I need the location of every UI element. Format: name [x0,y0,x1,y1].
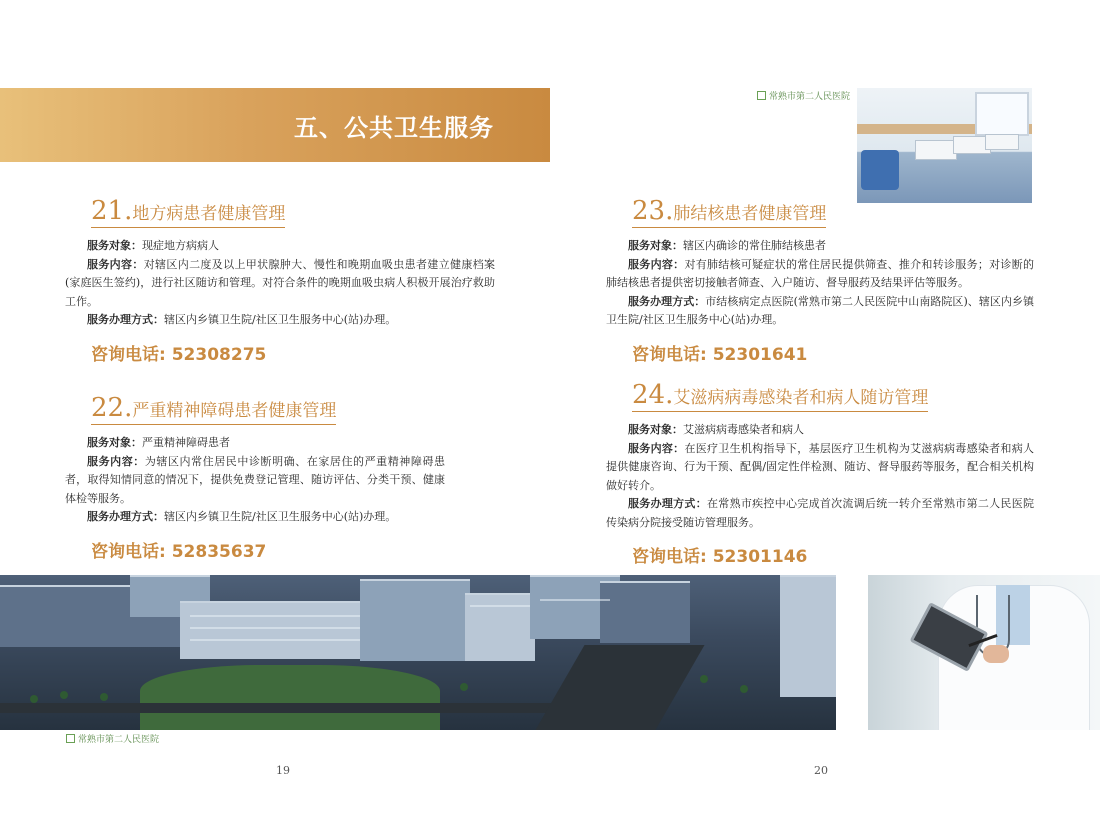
doctor-photo [868,575,1100,730]
photo-caption-top: 常熟市第二人民医院 [757,89,850,102]
service-method: 服务办理方式：辖区内乡镇卫生院/社区卫生服务中心(站)办理。 [87,313,397,326]
section-title: 21.地方病患者健康管理 [91,196,286,226]
banner-title: 五、公共卫生服务 [294,114,494,142]
service-target: 服务对象：艾滋病病毒感染者和病人 [628,423,804,436]
caption-square-icon [757,91,766,100]
section-title: 23.肺结核患者健康管理 [632,196,827,226]
hospital-aerial-photo [0,575,836,730]
service-content: 服务内容：为辖区内常住居民中诊断明确、在家居住的严重精神障碍患者，取得知情同意的情况下，提供免费登记管理、随访评估、分类干预、健康体检等服务。 [65,454,446,505]
section-23 [606,196,1034,365]
page-number-left: 19 [276,764,290,777]
ward-photo [857,88,1032,203]
service-target: 服务对象：辖区内确诊的常住肺结核患者 [628,239,826,252]
service-target: 服务对象：现症地方病病人 [87,239,219,252]
service-content: 服务内容：对有肺结核可疑症状的常住居民提供筛查、推介和转诊服务；对诊断的肺结核患者提供密切接触者筛查、入户随访、督导服药及结果评估等服务。 [606,257,1035,289]
service-content: 服务内容：在医疗卫生机构指导下，基层医疗卫生机构为艾滋病病毒感染者和病人提供健康咨询、行为干预、配偶/固定性伴检测、随访、督导服药等服务，配合相关机构做好转介。 [606,441,1035,492]
section-title: 24.艾滋病病毒感染者和病人随访管理 [632,380,929,410]
page-number-right: 20 [814,764,828,777]
consult-phone: 咨询电话: 52301146 [632,547,808,567]
section-title: 22.严重精神障碍患者健康管理 [91,393,337,423]
consult-phone: 咨询电话: 52301641 [632,344,808,365]
section-21 [65,196,495,365]
service-method: 服务办理方式：市结核病定点医院(常熟市第二人民医院中山南路院区)、辖区内乡镇卫生院/社区卫生服务中心(站)办理。 [606,294,1034,326]
service-content: 服务内容：对辖区内二度及以上甲状腺肿大、慢性和晚期血吸虫患者建立健康档案(家庭医生签约)，进行社区随访和管理。对符合条件的晚期血吸虫病人积极开展治疗救助工作。 [65,257,496,308]
section-banner [0,88,550,162]
consult-phone: 咨询电话: 52308275 [91,344,267,365]
caption-square-icon [66,734,75,743]
service-target: 服务对象：严重精神障碍患者 [87,436,230,449]
photo-caption-bottom: 常熟市第二人民医院 [66,732,159,745]
service-method: 服务办理方式：在常熟市疾控中心完成首次流调后统一转介至常熟市第二人民医院传染病分院接受随访管理服务。 [606,497,1034,529]
section-22 [65,393,445,562]
section-24 [606,380,1034,567]
consult-phone: 咨询电话: 52835637 [91,541,267,562]
service-method: 服务办理方式：辖区内乡镇卫生院/社区卫生服务中心(站)办理。 [87,510,397,523]
